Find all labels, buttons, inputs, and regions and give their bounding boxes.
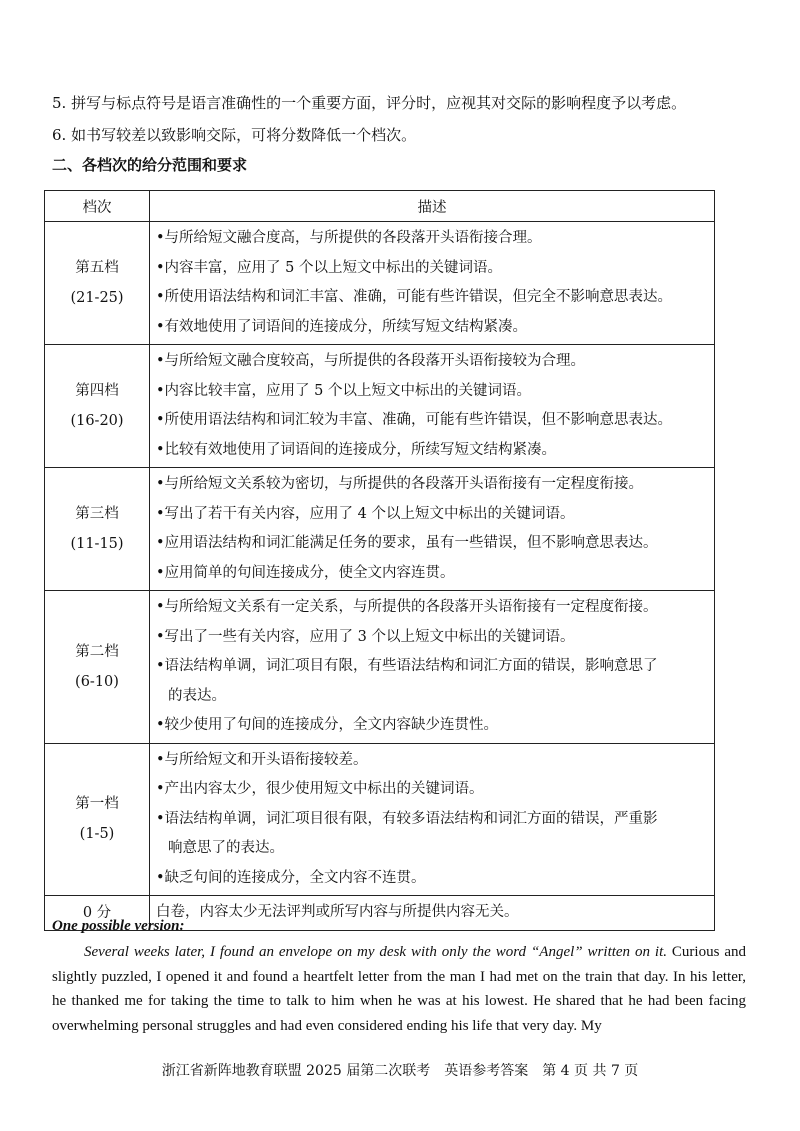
criterion: •写出了若干有关内容，应用了 4 个以上短文中标出的关键词语。	[156, 505, 575, 522]
level-cell	[45, 468, 150, 591]
criterion: •语法结构单调，词汇项目有限，有些语法结构和词汇方面的错误，影响意思了	[156, 658, 658, 674]
criterion: •语法结构单调，词汇项目很有限，有较多语法结构和词汇方面的错误，严重影	[156, 810, 658, 827]
criterion: •写出了一些有关内容，应用了 3 个以上短文中标出的关键词语。	[156, 628, 575, 645]
level-name: 第五档	[75, 260, 119, 276]
description-cell	[150, 468, 715, 591]
criterion: •与所给短文关系有一定关系，与所提供的各段落开头语衔接有一定程度衔接。	[156, 599, 658, 615]
header-description: 描述	[150, 191, 715, 222]
sample-version-label: One possible version:	[52, 918, 185, 934]
section-heading: 二、各档次的给分范围和要求	[52, 156, 248, 174]
criterion: •缺乏句间的连接成分，全文内容不连贯。	[156, 869, 426, 886]
description-cell	[150, 345, 715, 468]
rule-item-6: 6. 如书写较差以致影响交际，可将分数降低一个档次。	[52, 126, 417, 144]
criterion: •应用语法结构和词汇能满足任务的要求，虽有一些错误，但不影响意思表达。	[156, 535, 658, 551]
level-zero: 0 分	[45, 896, 150, 931]
page-footer: 浙江省新阵地教育联盟 2025 届第二次联考 英语参考答案 第 4 页 共 7 页	[161, 1063, 639, 1079]
table-row	[45, 468, 715, 591]
level-name: 第四档	[75, 383, 119, 399]
level-cell	[45, 743, 150, 896]
essay-body: Curious and slightly puzzled, I opened it and found a heartfelt letter from the man I had met on the train that day. In his letter, he thanked me for taking the time to talk to him when he was at his lowest. He shared that he had been facing overwhelming personal struggles and had even considered ending his life that very day. My	[52, 944, 746, 1034]
level-name: 第一档	[75, 796, 119, 813]
level-cell	[45, 591, 150, 744]
grading-table	[44, 190, 715, 931]
criterion: •与所给短文关系较为密切，与所提供的各段落开头语衔接有一定程度衔接。	[156, 476, 644, 492]
criterion: •较少使用了句间的连接成分，全文内容缺少连贯性。	[156, 717, 499, 733]
criterion: 白卷，内容太少无法评判或所写内容与所提供内容无关。	[156, 904, 519, 920]
level-range: (21-25)	[70, 290, 124, 306]
criterion: •产出内容太少，很少使用短文中标出的关键词语。	[156, 781, 484, 797]
criterion: •有效地使用了词语间的连接成分，所续写短文结构紧凑。	[156, 318, 528, 335]
criterion: •所使用语法结构和词汇丰富、准确，可能有些许错误，但完全不影响意思表达。	[156, 289, 673, 305]
table-row	[45, 743, 715, 896]
level-range: (11-15)	[70, 536, 124, 552]
level-range: (6-10)	[75, 673, 119, 690]
criterion: •比较有效地使用了词语间的连接成分，所续写短文结构紧凑。	[156, 441, 557, 458]
criterion: •所使用语法结构和词汇较为丰富、准确，可能有些许错误，但不影响意思表达。	[156, 412, 673, 428]
level-cell	[45, 345, 150, 468]
table-header-row	[45, 191, 715, 222]
header-level: 档次	[45, 191, 150, 222]
level-cell	[45, 222, 150, 345]
criterion: •应用简单的句间连接成分，使全文内容连贯。	[156, 564, 455, 581]
description-cell	[150, 222, 715, 345]
description-cell	[150, 591, 715, 744]
table-row	[45, 591, 715, 744]
level-name: 第三档	[75, 506, 119, 522]
criterion-continuation: 响意思了的表达。	[168, 840, 284, 856]
rule-item-5: 5. 拼写与标点符号是语言准确性的一个重要方面，评分时，应视其对交际的影响程度予以考虑。	[52, 94, 687, 112]
level-name: 第二档	[75, 643, 119, 660]
sample-essay	[52, 940, 746, 1038]
table-row	[45, 222, 715, 345]
criterion: •内容丰富，应用了 5 个以上短文中标出的关键词语。	[156, 259, 502, 276]
criterion: •与所给短文融合度高，与所提供的各段落开头语衔接合理。	[156, 230, 542, 246]
level-range: (16-20)	[70, 413, 124, 429]
criterion-continuation: 的表达。	[168, 687, 226, 704]
essay-opening-sentence: Several weeks later, I found an envelope on my desk with only the word “Angel” written on it.	[84, 944, 667, 960]
description-zero	[150, 896, 715, 931]
level-range: (1-5)	[79, 826, 115, 843]
criterion: •内容比较丰富，应用了 5 个以上短文中标出的关键词语。	[156, 382, 531, 399]
criterion: •与所给短文和开头语衔接较差。	[156, 751, 368, 768]
criterion: •与所给短文融合度较高，与所提供的各段落开头语衔接较为合理。	[156, 353, 586, 369]
description-cell	[150, 743, 715, 896]
table-row	[45, 345, 715, 468]
